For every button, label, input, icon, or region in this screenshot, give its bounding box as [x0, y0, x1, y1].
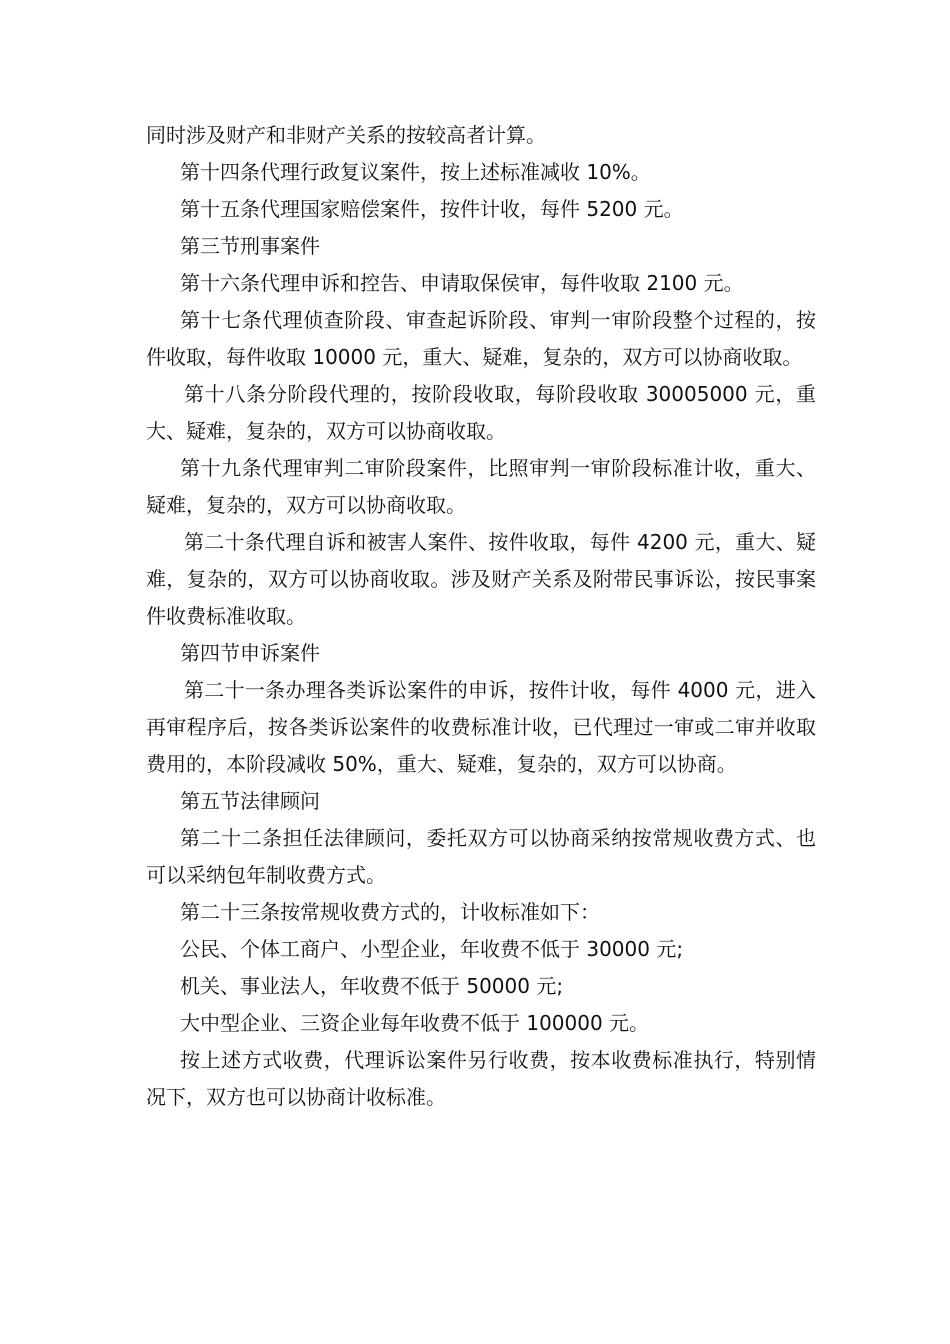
- section-heading-criminal: 第三节刑事案件: [180, 234, 320, 258]
- section-heading-appeal: 第四节申诉案件: [180, 641, 320, 665]
- paragraph-article-19: 第十九条代理审判二审阶段案件，比照审判一审阶段标准计收，重大、疑难，复杂的，双方可以协商收取。: [146, 456, 816, 517]
- paragraph-article-16: 第十六条代理申诉和控告、申请取保侯审，每件收取 2100 元。: [180, 271, 744, 295]
- paragraph-article-18: 第十八条分阶段代理的，按阶段收取，每阶段收取 30005000 元，重大、疑难，复杂的，双方可以协商收取。: [146, 382, 816, 443]
- paragraph-article-14: 第十四条代理行政复议案件，按上述标准减收 10%。: [180, 160, 651, 184]
- paragraph-continuation: 同时涉及财产和非财产关系的按较高者计算。: [146, 123, 546, 147]
- paragraph-article-21: 第二十一条办理各类诉讼案件的申诉，按件计收，每件 4000 元，进入再审程序后，按各类诉讼案件的收费标准计收，已代理过一审或二审并收取费用的，本阶段减收 50%，重大、疑难，复杂的，双方可以协商。: [146, 678, 816, 776]
- paragraph-article-22: 第二十二条担任法律顾问，委托双方可以协商采纳按常规收费方式、也可以采纳包年制收费方式。: [146, 826, 816, 887]
- fee-item-individual: 公民、个体工商户、小型企业，年收费不低于 30000 元;: [180, 937, 684, 961]
- document-body: [146, 117, 816, 1116]
- fee-item-enterprise: 大中型企业、三资企业每年收费不低于 100000 元。: [180, 1011, 650, 1035]
- fee-item-institution: 机关、事业法人，年收费不低于 50000 元;: [180, 974, 564, 998]
- section-heading-legal-counsel: 第五节法律顾问: [180, 789, 320, 813]
- paragraph-article-17: 第十七条代理侦查阶段、审查起诉阶段、审判一审阶段整个过程的，按件收取，每件收取 10000 元，重大、疑难，复杂的，双方可以协商收取。: [146, 308, 816, 369]
- paragraph-article-15: 第十五条代理国家赔偿案件，按件计收，每件 5200 元。: [180, 197, 684, 221]
- paragraph-article-20: 第二十条代理自诉和被害人案件、按件收取，每件 4200 元，重大、疑难，复杂的，双方可以协商收取。涉及财产关系及附带民事诉讼，按民事案件收费标准收取。: [146, 530, 816, 628]
- paragraph-closing: 按上述方式收费，代理诉讼案件另行收费，按本收费标准执行，特别情况下，双方也可以协商计收标准。: [146, 1048, 816, 1109]
- paragraph-article-23: 第二十三条按常规收费方式的，计收标准如下：: [180, 900, 600, 924]
